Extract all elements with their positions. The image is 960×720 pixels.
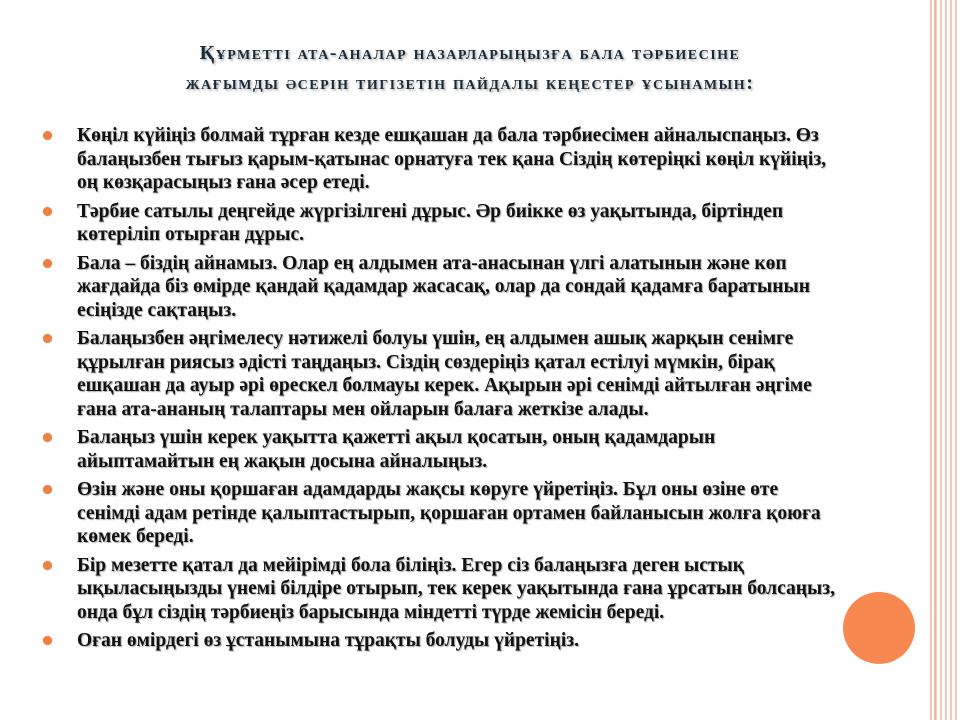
list-item-text: Балаңызбен әңгімелесу нәтижелі болуы үшін, ең алдымен ашық жарқын сенімге құрылған риясыз әдісті таңдаңыз. Сіздің сөздеріңіз қатал естілуі мүмкін, бірақ ешқашан да ауыр әрі өрескел болмауы керек. Ақырын әрі сенімді айтылған әңгіме ғана ата-ананың талаптары мен ойларын балаға жеткізе алады.: [77, 328, 812, 420]
bullet-icon: [43, 334, 52, 343]
list-item-text: Тәрбие сатылы деңгейде жүргізілгені дұрыс. Әр биікке өз уақытында, біртіндеп көтеріліп отырған дұрыс.: [77, 200, 784, 245]
bullet-icon: [43, 131, 52, 140]
list-item-text: Балаңыз үшін керек уақытта қажетті ақыл қосатын, оның қадамдарын айыптамайтын ең жақын досына айналыңыз.: [77, 427, 716, 472]
advice-list: [40, 124, 840, 658]
bullet-icon: [43, 485, 52, 494]
list-item-text: Оған өмірдегі өз ұстанымына тұрақты болуды үйретіңіз.: [77, 630, 579, 651]
slide-title-line-2: жағымды әсерін тигізетін пайдалы кеңестер ұсынамын:: [185, 72, 755, 94]
list-item: [40, 252, 840, 323]
decorative-vertical-line: [934, 0, 936, 720]
bullet-icon: [43, 433, 52, 442]
list-item: [40, 554, 840, 625]
slide-title: [40, 38, 900, 98]
list-item: [40, 629, 840, 653]
bullet-icon: [43, 636, 52, 645]
list-item: [40, 478, 840, 549]
list-item: [40, 327, 840, 421]
list-item: [40, 200, 840, 247]
bullet-icon: [43, 207, 52, 216]
list-item-text: Көңіл күйіңіз болмай тұрған кезде ешқашан да бала тәрбиесімен айналыспаңыз. Өз балаңызбен тығыз қарым-қатынас орнатуға тек қана Сіздің көтеріңкі көңіл күйіңіз, оң көзқарасыңыз ғана әсер етеді.: [77, 125, 827, 193]
decorative-orange-circle: [843, 592, 915, 664]
list-item: [40, 124, 840, 195]
bullet-icon: [43, 561, 52, 570]
list-item-text: Бір мезетте қатал да мейірімді бола біліңіз. Егер сіз балаңызға деген ыстық ықыласыңызды үнемі білдіре отырып, тек керек уақытында ғана ұрсатын болсаңыз, онда бұл сіздің тәрбиеңіз барысында міндетті түрде жемісін береді.: [77, 554, 835, 623]
list-item-text: Өзін және оны қоршаған адамдарды жақсы көруге үйретіңіз. Бұл оны өзіне өте сенімді адам ретінде қалыптастырып, қоршаған ортамен байланысын жолға қоюға көмек береді.: [77, 479, 821, 547]
list-item: [40, 426, 840, 473]
bullet-icon: [43, 259, 52, 268]
list-item-text: Бала – біздің айнамыз. Олар ең алдымен ата-анасынан үлгі алатынын және көп жағдайда біз өмірде қандай қадамдар жасасақ, олар да сондай қадамға баратынын есіңізде сақтаңыз.: [77, 252, 810, 321]
slide-title-line-1: Құрметті ата-аналар назарларыңызға бала тәрбиесіне: [199, 42, 741, 64]
